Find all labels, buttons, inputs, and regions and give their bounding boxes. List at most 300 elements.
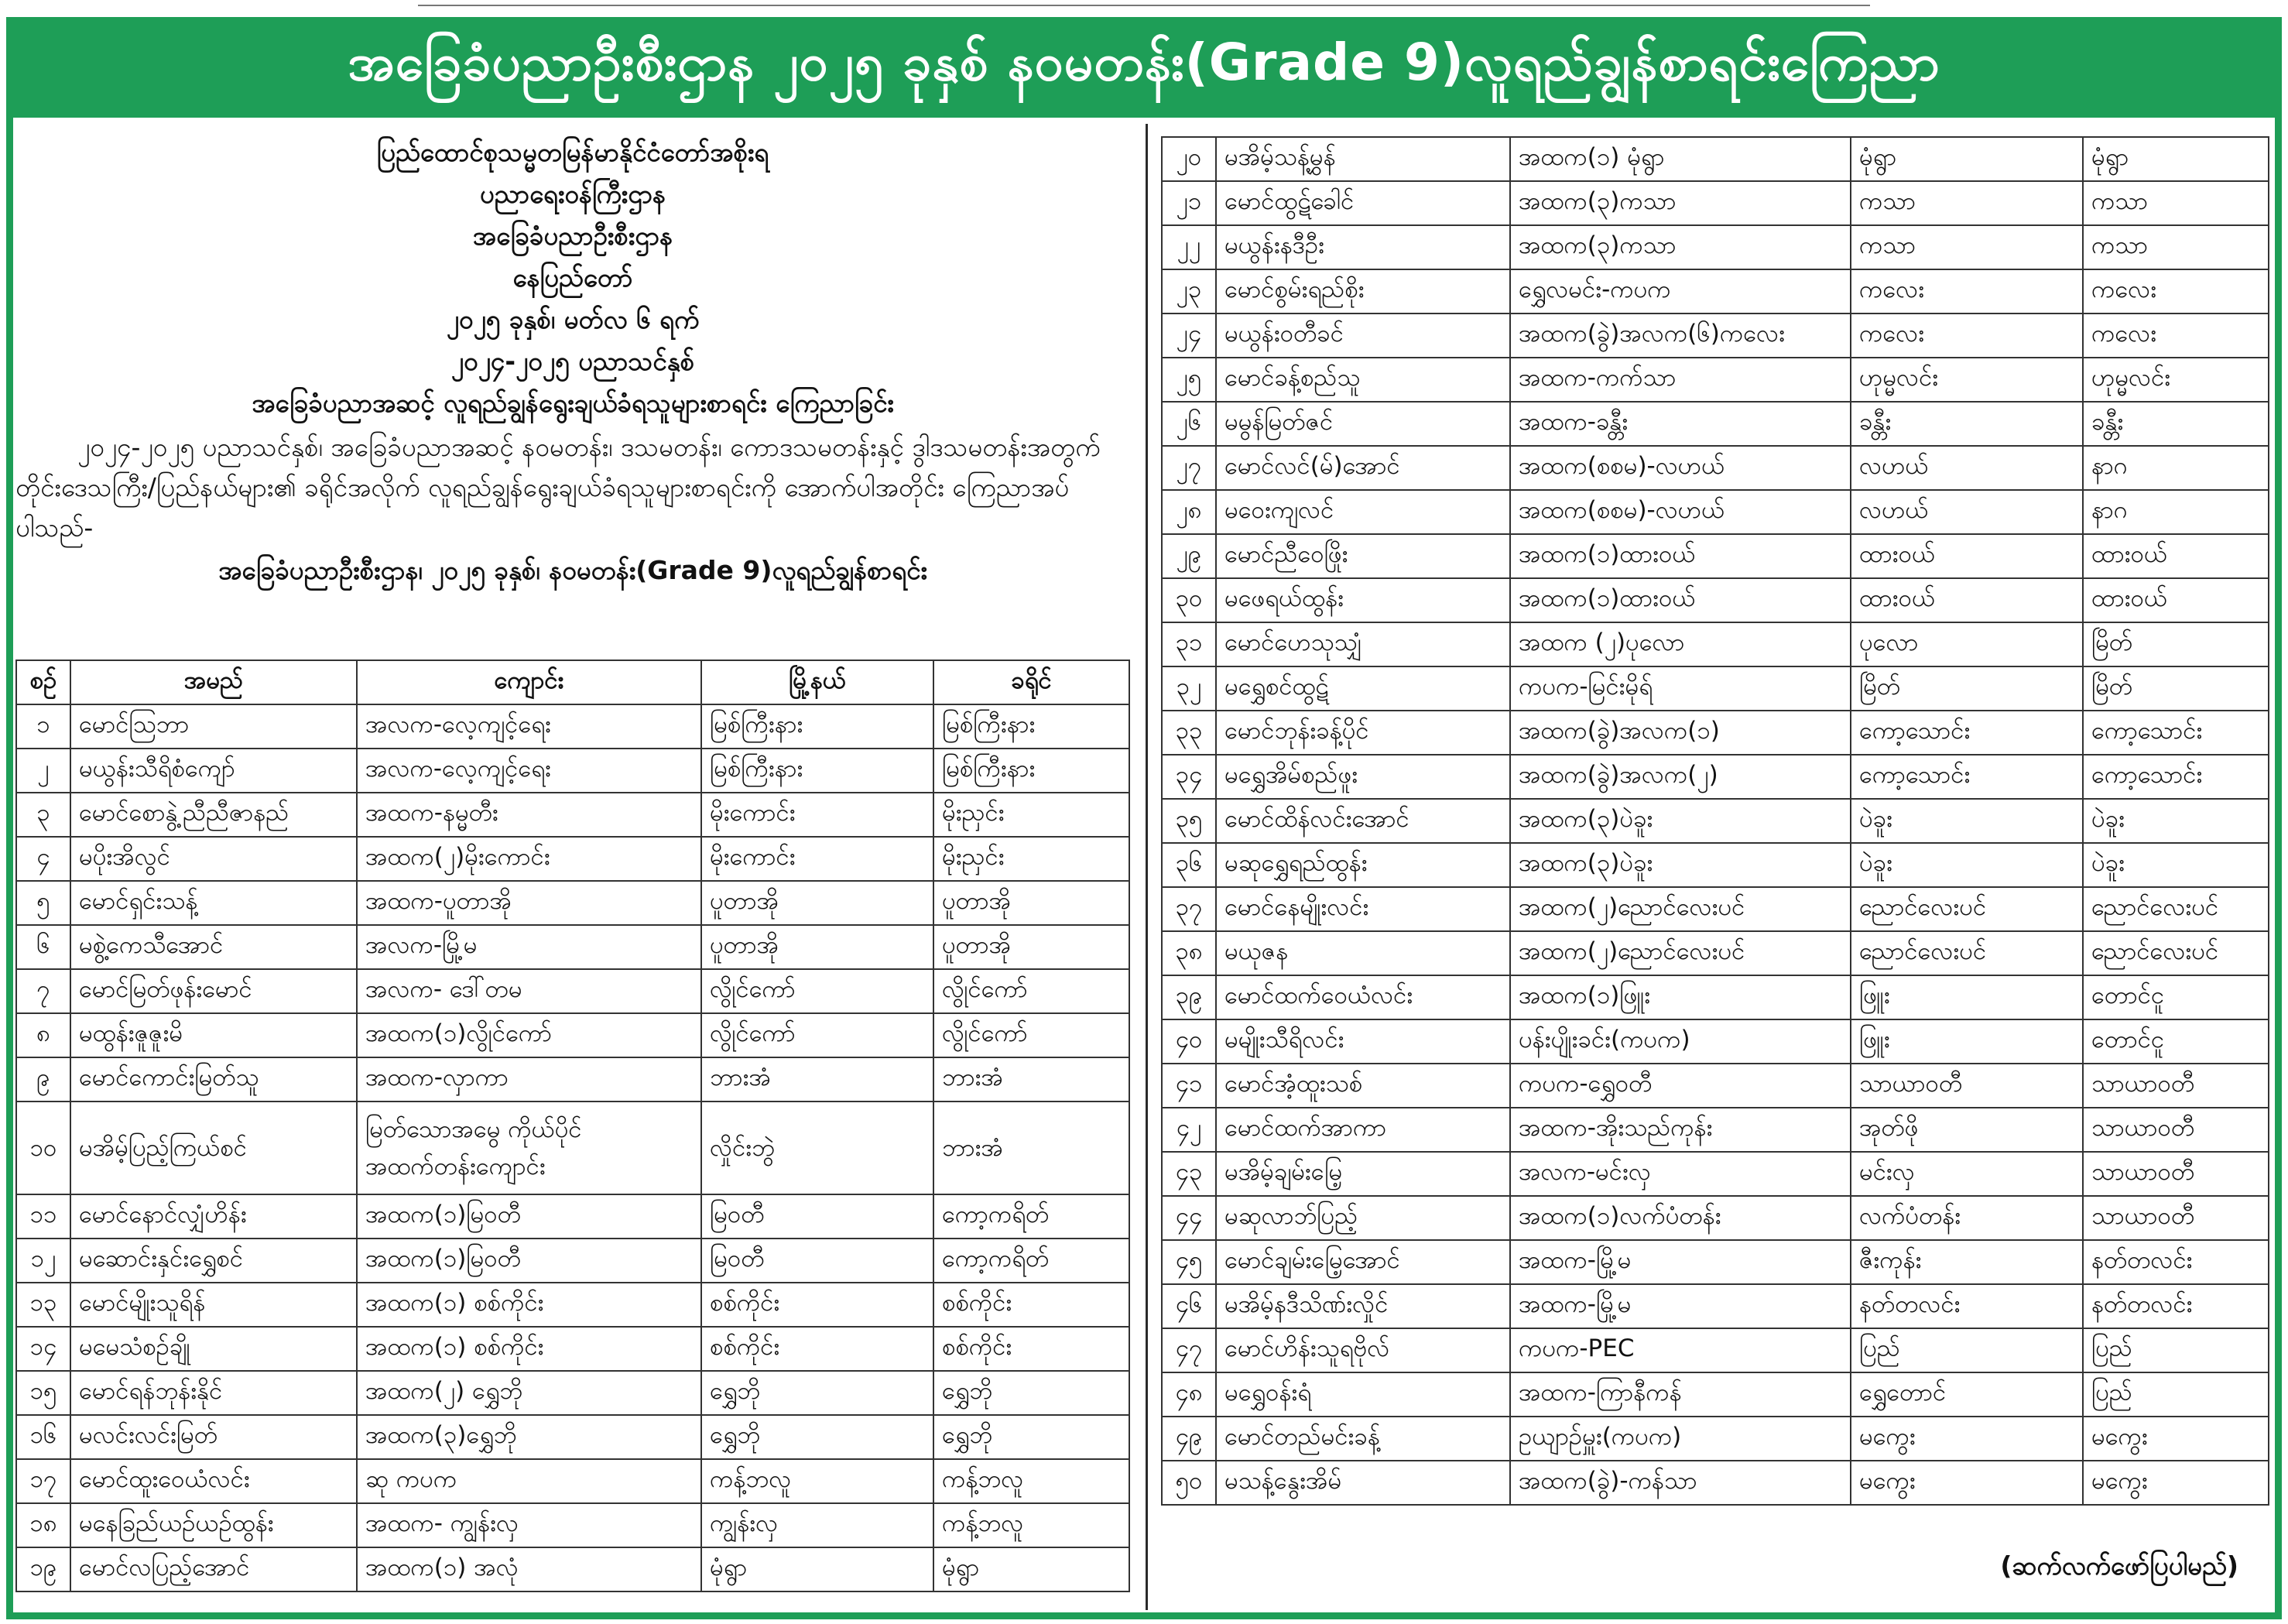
cell-township: ထားဝယ် <box>1851 534 2083 578</box>
cell-number: ၄၁ <box>1162 1064 1216 1108</box>
page-title: အခြေခံပညာဦးစီးဌာန ၂၀၂၅ ခုနှစ် နဝမတန်း(Grade 9)လူရည်ချွန်စာရင်းကြေညာ <box>6 17 2282 118</box>
cell-township: မြစ်ကြီးနား <box>701 704 933 749</box>
cell-district: နတ်တလင်း <box>2083 1240 2269 1284</box>
cell-school: အထက(၁)ထားဝယ် <box>1510 578 1851 622</box>
cell-school: အထက(၃)ကသာ <box>1510 181 1851 225</box>
cell-school: အထက(၃)ပဲခူး <box>1510 799 1851 843</box>
table-row <box>1162 358 2269 402</box>
cell-name: မအိမ့်ချမ်းမြေ့ <box>1216 1152 1510 1196</box>
cell-township: ညောင်လေးပင် <box>1851 931 2083 975</box>
ministry-line: ပညာရေးဝန်ကြီးဌာန <box>479 179 666 209</box>
cell-district: ကန့်ဘလူ <box>933 1503 1129 1547</box>
cell-township: ကလေး <box>1851 313 2083 358</box>
cell-district: နာဂ <box>2083 446 2269 490</box>
cell-township: မကွေး <box>1851 1417 2083 1461</box>
cell-number: ၄၅ <box>1162 1240 1216 1284</box>
cell-number: ၁၃ <box>16 1283 70 1327</box>
cell-number: ၄၃ <box>1162 1152 1216 1196</box>
cell-name: မောင်ဘုန်းခန့်ပိုင် <box>1216 711 1510 755</box>
cell-township: ပုလော <box>1851 622 2083 666</box>
cell-school: အလက-မင်းလှ <box>1510 1152 1851 1196</box>
table-row <box>16 1459 1129 1503</box>
cell-district: ပဲခူး <box>2083 843 2269 887</box>
cell-district: ကလေး <box>2083 313 2269 358</box>
cell-school: အထက(၂)ညောင်လေးပင် <box>1510 887 1851 931</box>
cell-district: မိုးညှင်း <box>933 793 1129 837</box>
table-row <box>1162 225 2269 269</box>
cell-district: ကော့သောင်း <box>2083 711 2269 755</box>
cell-township: မြိတ် <box>1851 666 2083 711</box>
table-row <box>1162 755 2269 799</box>
table-row <box>1162 711 2269 755</box>
cell-number: ၃၁ <box>1162 622 1216 666</box>
cell-number: ၄၇ <box>1162 1328 1216 1372</box>
cell-school: အထက(ခွဲ)အလက(၆)ကလေး <box>1510 313 1851 358</box>
table-row <box>1162 1417 2269 1461</box>
cell-name: မောင်ထွဋ်ခေါင် <box>1216 181 1510 225</box>
cell-district: လွိုင်ကော် <box>933 969 1129 1013</box>
cell-township: ရွှေဘို <box>701 1415 933 1459</box>
cell-school: အထက(ခွဲ)-ကန်သာ <box>1510 1461 1851 1505</box>
cell-district: နတ်တလင်း <box>2083 1284 2269 1328</box>
table-row <box>1162 975 2269 1019</box>
cell-district: ကော့ကရိတ် <box>933 1239 1129 1283</box>
cell-township: ကော့သောင်း <box>1851 711 2083 755</box>
table-row <box>1162 1108 2269 1152</box>
cell-school: အထက(၁) စစ်ကိုင်း <box>357 1283 701 1327</box>
cell-name: မယုဇန <box>1216 931 1510 975</box>
list-subtitle: အခြေခံပညာဦးစီးဌာန၊ ၂၀၂၅ ခုနှစ်၊ နဝမတန်း(Grade 9)လူရည်ချွန်စာရင်း <box>218 555 927 585</box>
cell-district: နာဂ <box>2083 490 2269 534</box>
cell-district: ခန္တီး <box>2083 402 2269 446</box>
cell-school: အထက(၂)ညောင်လေးပင် <box>1510 931 1851 975</box>
cell-number: ၄ <box>16 837 70 881</box>
cell-name: မမျိုးသီရိလင်း <box>1216 1019 1510 1064</box>
cell-school: အထက(၁)ထားဝယ် <box>1510 534 1851 578</box>
cell-township: မြဝတီ <box>701 1194 933 1239</box>
table-row <box>16 837 1129 881</box>
cell-district: ကန့်ဘလူ <box>933 1459 1129 1503</box>
cell-number: ၁၂ <box>16 1239 70 1283</box>
cell-district: မြိတ် <box>2083 622 2269 666</box>
cell-district: ညောင်လေးပင် <box>2083 931 2269 975</box>
cell-name: မောင်နေမျိုးလင်း <box>1216 887 1510 931</box>
honor-list-table-right <box>1161 136 2269 1506</box>
cell-number: ၃၇ <box>1162 887 1216 931</box>
cell-district: သာယာဝတီ <box>2083 1064 2269 1108</box>
cell-school: အထက(ခွဲ)အလက(၂) <box>1510 755 1851 799</box>
cell-district: ကော့ကရိတ် <box>933 1194 1129 1239</box>
cell-school: အထက(၁)လက်ပံတန်း <box>1510 1196 1851 1240</box>
cell-school: အထက(၂) ရွှေဘို <box>357 1371 701 1415</box>
cell-district: ရွှေဘို <box>933 1415 1129 1459</box>
cell-district: မကွေး <box>2083 1417 2269 1461</box>
cell-school: ရွှေလမင်း-ကပက <box>1510 269 1851 313</box>
table-row <box>16 969 1129 1013</box>
announcement-heading: အခြေခံပညာအဆင့် လူရည်ချွန်ရွေးချယ်ခံရသူများစာရင်း ကြေညာခြင်း <box>252 388 894 418</box>
cell-name: မောင်မျိုးသူရိန် <box>70 1283 357 1327</box>
table-row <box>16 1371 1129 1415</box>
cell-township: ပဲခူး <box>1851 799 2083 843</box>
cell-name: မောင်ရှင်းသန့် <box>70 881 357 925</box>
cell-district: ရွှေဘို <box>933 1371 1129 1415</box>
cell-number: ၄၀ <box>1162 1019 1216 1064</box>
table-row <box>1162 1372 2269 1417</box>
cell-township: ကန့်ဘလူ <box>701 1459 933 1503</box>
cell-township: လှိုင်းဘွဲ <box>701 1102 933 1194</box>
cell-district: မုံရွာ <box>933 1547 1129 1591</box>
table-row <box>1162 1240 2269 1284</box>
table-row <box>1162 1152 2269 1196</box>
cell-name: မောင်အံ့ထူးသစ် <box>1216 1064 1510 1108</box>
cell-school: ဥယျာဉ်မှူး(ကပက) <box>1510 1417 1851 1461</box>
cell-township: သာယာဝတီ <box>1851 1064 2083 1108</box>
table-row <box>16 1327 1129 1371</box>
cell-township: ရွှေတောင် <box>1851 1372 2083 1417</box>
cell-township: ပဲခူး <box>1851 843 2083 887</box>
continued-note: (ဆက်လက်ဖော်ပြပါမည်) <box>2000 1550 2238 1581</box>
cell-school: အထက-နမ္မတီး <box>357 793 701 837</box>
cell-number: ၃၄ <box>1162 755 1216 799</box>
table-row <box>16 1102 1129 1194</box>
cell-township: ကော့သောင်း <box>1851 755 2083 799</box>
cell-number: ၃၀ <box>1162 578 1216 622</box>
cell-name: မောင်ထိန်လင်းအောင် <box>1216 799 1510 843</box>
cell-township: ဟုမ္မလင်း <box>1851 358 2083 402</box>
table-row <box>16 1283 1129 1327</box>
table-row <box>1162 1328 2269 1372</box>
table-row <box>16 1013 1129 1057</box>
cell-township: ကျွန်းလှ <box>701 1503 933 1547</box>
cell-school: အထက-ခန္တီး <box>1510 402 1851 446</box>
cell-district: သာယာဝတီ <box>2083 1108 2269 1152</box>
cell-name: မနေခြည်ယဉ်ယဉ်ထွန်း <box>70 1503 357 1547</box>
cell-name: မအိမ့်သန့်မွှန် <box>1216 137 1510 181</box>
announcement-paragraph: ၂၀၂၄-၂၀၂၅ ပညာသင်နှစ်၊ အခြေခံပညာအဆင့် နဝမတန်း၊ ဒသမတန်း၊ ကောဒသမတန်းနှင့် ဒွါဒသမတန်းအတွက် တိုင်းဒေသကြီး/ပြည်နယ်များ၏ ခရိုင်အလိုက် လူရည်ချွန်ရွေးချယ်ခံရသူများစာရင်းကို အောက်ပါအတိုင်း ကြေညာအပ်ပါသည်- <box>15 432 1101 543</box>
table-row <box>1162 313 2269 358</box>
cell-number: ၁၀ <box>16 1102 70 1194</box>
cell-district: ညောင်လေးပင် <box>2083 887 2269 931</box>
cell-number: ၂၈ <box>1162 490 1216 534</box>
cell-township: ရွှေဘို <box>701 1371 933 1415</box>
cell-district: ပူတာအို <box>933 925 1129 969</box>
cell-school: အထက-လှာကာ <box>357 1057 701 1102</box>
cell-number: ၂၁ <box>1162 181 1216 225</box>
cell-name: မရွှေအိမ်စည်ဖူး <box>1216 755 1510 799</box>
cell-school: အထက(၁)မြဝတီ <box>357 1239 701 1283</box>
cell-number: ၂၅ <box>1162 358 1216 402</box>
cell-township: ဖြူး <box>1851 975 2083 1019</box>
header-name: အမည် <box>70 660 357 704</box>
cell-name: မောင်ထက်အာကာ <box>1216 1108 1510 1152</box>
cell-school: ကပက-မြင်းမိုရ် <box>1510 666 1851 711</box>
cell-name: မဖေရယ်ထွန်း <box>1216 578 1510 622</box>
cell-name: မောင်လင်(မ်)အောင် <box>1216 446 1510 490</box>
cell-number: ၅၀ <box>1162 1461 1216 1505</box>
cell-township: မိုးကောင်း <box>701 837 933 881</box>
cell-number: ၃၈ <box>1162 931 1216 975</box>
cell-number: ၃၃ <box>1162 711 1216 755</box>
cell-school: အထက(၃)ရွှေဘို <box>357 1415 701 1459</box>
cell-number: ၁၇ <box>16 1459 70 1503</box>
cell-number: ၃ <box>16 793 70 837</box>
cell-township: လဟယ် <box>1851 446 2083 490</box>
cell-school: ကပက-PEC <box>1510 1328 1851 1372</box>
cell-school: အလက-လေ့ကျင့်ရေး <box>357 749 701 793</box>
header-number: စဉ် <box>16 660 70 704</box>
table-row <box>16 1194 1129 1239</box>
table-row <box>16 749 1129 793</box>
cell-district: သာယာဝတီ <box>2083 1152 2269 1196</box>
cell-name: မောင်ဟိန်းသူရဗိုလ် <box>1216 1328 1510 1372</box>
cell-township: မြဝတီ <box>701 1239 933 1283</box>
cell-name: မောင်ထက်ဝေယံလင်း <box>1216 975 1510 1019</box>
cell-name: မပိုးအိလွင် <box>70 837 357 881</box>
cell-name: မောင်ထူးဝေယံလင်း <box>70 1459 357 1503</box>
cell-name: မယွန်းနဒီဦး <box>1216 225 1510 269</box>
cell-number: ၃၆ <box>1162 843 1216 887</box>
table-row <box>16 1503 1129 1547</box>
cell-school: အထက-ကြာနီကန် <box>1510 1372 1851 1417</box>
cell-district: မိုးညှင်း <box>933 837 1129 881</box>
table-row <box>16 1057 1129 1102</box>
cell-number: ၄၈ <box>1162 1372 1216 1417</box>
table-row <box>1162 799 2269 843</box>
cell-district: ဘားအံ <box>933 1102 1129 1194</box>
cell-number: ၆ <box>16 925 70 969</box>
cell-name: မသန့်နွေးအိမ် <box>1216 1461 1510 1505</box>
cell-number: ၃၂ <box>1162 666 1216 711</box>
cell-township: အုတ်ဖို <box>1851 1108 2083 1152</box>
cell-township: ပြည် <box>1851 1328 2083 1372</box>
cell-number: ၂၃ <box>1162 269 1216 313</box>
cell-school: အလက-လေ့ကျင့်ရေး <box>357 704 701 749</box>
cell-district: ပူတာအို <box>933 881 1129 925</box>
cell-number: ၄၄ <box>1162 1196 1216 1240</box>
table-row <box>1162 1461 2269 1505</box>
cell-number: ၃၉ <box>1162 975 1216 1019</box>
cell-district: မကွေး <box>2083 1461 2269 1505</box>
cell-district: မြစ်ကြီးနား <box>933 749 1129 793</box>
table-row <box>16 704 1129 749</box>
table-row <box>1162 534 2269 578</box>
header-township: မြို့နယ် <box>701 660 933 704</box>
cell-township: လဟယ် <box>1851 490 2083 534</box>
cell-number: ၇ <box>16 969 70 1013</box>
cell-township: ပူတာအို <box>701 881 933 925</box>
cell-township: ဖြူး <box>1851 1019 2083 1064</box>
cell-school: အထက(၁)မြဝတီ <box>357 1194 701 1239</box>
cell-township: စစ်ကိုင်း <box>701 1327 933 1371</box>
table-row <box>16 1547 1129 1591</box>
cell-school: အထက(၁) အလုံ <box>357 1547 701 1591</box>
cell-name: မောင်တည်မင်းခန့် <box>1216 1417 1510 1461</box>
cell-township: မုံရွာ <box>701 1547 933 1591</box>
announcement-header <box>15 132 1130 591</box>
table-row <box>1162 181 2269 225</box>
cell-number: ၁၆ <box>16 1415 70 1459</box>
cell-number: ၃၅ <box>1162 799 1216 843</box>
cell-district: မြစ်ကြီးနား <box>933 704 1129 749</box>
cell-township: မကွေး <box>1851 1461 2083 1505</box>
table-row <box>1162 1019 2269 1064</box>
cell-district: တောင်ငူ <box>2083 1019 2269 1064</box>
table-row <box>1162 269 2269 313</box>
cell-school: မြတ်သောအမွေ ကိုယ်ပိုင်အထက်တန်းကျောင်း <box>357 1102 701 1194</box>
cell-number: ၂၉ <box>1162 534 1216 578</box>
cell-district: မုံရွာ <box>2083 137 2269 181</box>
cell-number: ၉ <box>16 1057 70 1102</box>
cell-school: အထက(၁)လွိုင်ကော် <box>357 1013 701 1057</box>
cell-school: ကပက-ရွှေဝတီ <box>1510 1064 1851 1108</box>
cell-number: ၁၅ <box>16 1371 70 1415</box>
cell-name: မဝေးကျလင် <box>1216 490 1510 534</box>
table-row <box>16 881 1129 925</box>
cell-name: မမေသံစဉ်ချို <box>70 1327 357 1371</box>
cell-school: ပန်းပျိုးခင်း(ကပက) <box>1510 1019 1851 1064</box>
table-header-row <box>16 660 1129 704</box>
cell-name: မလင်းလင်းမြတ် <box>70 1415 357 1459</box>
cell-district: ကလေး <box>2083 269 2269 313</box>
cell-number: ၂၄ <box>1162 313 1216 358</box>
cell-number: ၂၂ <box>1162 225 1216 269</box>
table-row <box>1162 622 2269 666</box>
cell-name: မောင်စောနွဲ့ညီညီဇာနည် <box>70 793 357 837</box>
cell-township: လက်ပံတန်း <box>1851 1196 2083 1240</box>
cell-district: ကော့သောင်း <box>2083 755 2269 799</box>
cell-name: မယွန်းဝတီခင် <box>1216 313 1510 358</box>
table-row <box>1162 843 2269 887</box>
cell-name: မဆုလာဘ်ပြည့် <box>1216 1196 1510 1240</box>
cell-number: ၂၀ <box>1162 137 1216 181</box>
table-row <box>16 925 1129 969</box>
table-row <box>1162 137 2269 181</box>
cell-school: အထက-မြို့မ <box>1510 1284 1851 1328</box>
header-school: ကျောင်း <box>357 660 701 704</box>
cell-district: ကသာ <box>2083 181 2269 225</box>
cell-district: စစ်ကိုင်း <box>933 1327 1129 1371</box>
cell-township: လွိုင်ကော် <box>701 1013 933 1057</box>
table-row <box>1162 1064 2269 1108</box>
cell-name: မအိမ့်နဒီသိဏ်းလှိုင် <box>1216 1284 1510 1328</box>
table-row <box>16 1415 1129 1459</box>
cell-number: ၈ <box>16 1013 70 1057</box>
cell-number: ၂၆ <box>1162 402 1216 446</box>
cell-name: မဆုရွှေရည်ထွန်း <box>1216 843 1510 887</box>
cell-school: အထက-မြို့မ <box>1510 1240 1851 1284</box>
cell-name: မောင်လပြည့်အောင် <box>70 1547 357 1591</box>
cell-township: စစ်ကိုင်း <box>701 1283 933 1327</box>
cell-name: မအိမ့်ပြည့်ကြယ်စင် <box>70 1102 357 1194</box>
table-row <box>1162 1284 2269 1328</box>
table-row <box>16 1239 1129 1283</box>
cell-district: ပြည် <box>2083 1372 2269 1417</box>
academic-year-line: ၂၀၂၄-၂၀၂၅ ပညာသင်နှစ် <box>450 346 695 376</box>
cell-school: အထက(၁) စစ်ကိုင်း <box>357 1327 701 1371</box>
cell-school: ဆု ကပက <box>357 1459 701 1503</box>
cell-school: အထက- ကျွန်းလှ <box>357 1503 701 1547</box>
cell-township: ညောင်လေးပင် <box>1851 887 2083 931</box>
table-row <box>1162 931 2269 975</box>
table-row <box>1162 402 2269 446</box>
cell-name: မောင်ဟေသုသျှံ <box>1216 622 1510 666</box>
cell-district: ကသာ <box>2083 225 2269 269</box>
cell-district: သာယာဝတီ <box>2083 1196 2269 1240</box>
honor-list-table-left <box>15 660 1130 1592</box>
cell-district: ထားဝယ် <box>2083 534 2269 578</box>
cell-name: မောင်ညီဝေဖြိုး <box>1216 534 1510 578</box>
cell-number: ၂၇ <box>1162 446 1216 490</box>
cell-number: ၁ <box>16 704 70 749</box>
cell-name: မရွှေစင်ထွဋ် <box>1216 666 1510 711</box>
cell-school: အထက(စစမ)-လဟယ် <box>1510 490 1851 534</box>
cell-township: ကလေး <box>1851 269 2083 313</box>
cell-district: ဘားအံ <box>933 1057 1129 1102</box>
table-row <box>1162 1196 2269 1240</box>
cell-township: နတ်တလင်း <box>1851 1284 2083 1328</box>
cell-name: မဆောင်းနှင်းရွှေစင် <box>70 1239 357 1283</box>
government-line: ပြည်ထောင်စုသမ္မတမြန်မာနိုင်ငံတော်အစိုးရ <box>376 137 769 167</box>
date-line: ၂၀၂၅ ခုနှစ်၊ မတ်လ ၆ ရက် <box>446 304 700 334</box>
cell-district: ဟုမ္မလင်း <box>2083 358 2269 402</box>
header-district: ခရိုင် <box>933 660 1129 704</box>
cell-township: မင်းလှ <box>1851 1152 2083 1196</box>
table-row <box>1162 887 2269 931</box>
cell-number: ၄၂ <box>1162 1108 1216 1152</box>
cell-school: အထက(၂)မိုးကောင်း <box>357 837 701 881</box>
cell-township: ခန္တီး <box>1851 402 2083 446</box>
table-row <box>1162 578 2269 622</box>
table-row <box>1162 446 2269 490</box>
table-row <box>1162 490 2269 534</box>
table-row <box>1162 666 2269 711</box>
cell-district: လွိုင်ကော် <box>933 1013 1129 1057</box>
cell-township: မုံရွာ <box>1851 137 2083 181</box>
cell-district: စစ်ကိုင်း <box>933 1283 1129 1327</box>
cell-district: တောင်ငူ <box>2083 975 2269 1019</box>
cell-name: မောင်စွမ်းရည်စိုး <box>1216 269 1510 313</box>
cell-school: အထက(၁)ဖြူး <box>1510 975 1851 1019</box>
cell-school: အထက(ခွဲ)အလက(၁) <box>1510 711 1851 755</box>
cell-number: ၅ <box>16 881 70 925</box>
cell-township: ကသာ <box>1851 225 2083 269</box>
cell-school: အထက(၃)ပဲခူး <box>1510 843 1851 887</box>
cell-school: အထက-အိုးသည်ကုန်း <box>1510 1108 1851 1152</box>
cell-school: အထက(၁) မုံရွာ <box>1510 137 1851 181</box>
cell-name: မမွန်မြတ်ဇင် <box>1216 402 1510 446</box>
cell-township: ထားဝယ် <box>1851 578 2083 622</box>
top-rule <box>418 5 1870 6</box>
cell-township: ဇီးကုန်း <box>1851 1240 2083 1284</box>
cell-school: အလက-မြို့မ <box>357 925 701 969</box>
cell-number: ၁၄ <box>16 1327 70 1371</box>
cell-number: ၄၆ <box>1162 1284 1216 1328</box>
cell-name: မောင်မြတ်ဖုန်းမောင် <box>70 969 357 1013</box>
column-divider <box>1146 124 1148 1610</box>
cell-township: လွိုင်ကော် <box>701 969 933 1013</box>
cell-district: ထားဝယ် <box>2083 578 2269 622</box>
cell-number: ၁၈ <box>16 1503 70 1547</box>
city-line: နေပြည်တော် <box>512 262 633 293</box>
cell-name: မထွန်းဇူဇူးမိ <box>70 1013 357 1057</box>
cell-name: မောင်နောင်လျှံဟိန်း <box>70 1194 357 1239</box>
cell-name: မစွဲ့ကေသီအောင် <box>70 925 357 969</box>
cell-school: အလက- ဒေါ်တမ <box>357 969 701 1013</box>
department-line: အခြေခံပညာဦးစီးဌာန <box>472 221 673 251</box>
cell-name: မောင်ခန့်စည်သူ <box>1216 358 1510 402</box>
cell-school: အထက-ပူတာအို <box>357 881 701 925</box>
cell-district: ပဲခူး <box>2083 799 2269 843</box>
